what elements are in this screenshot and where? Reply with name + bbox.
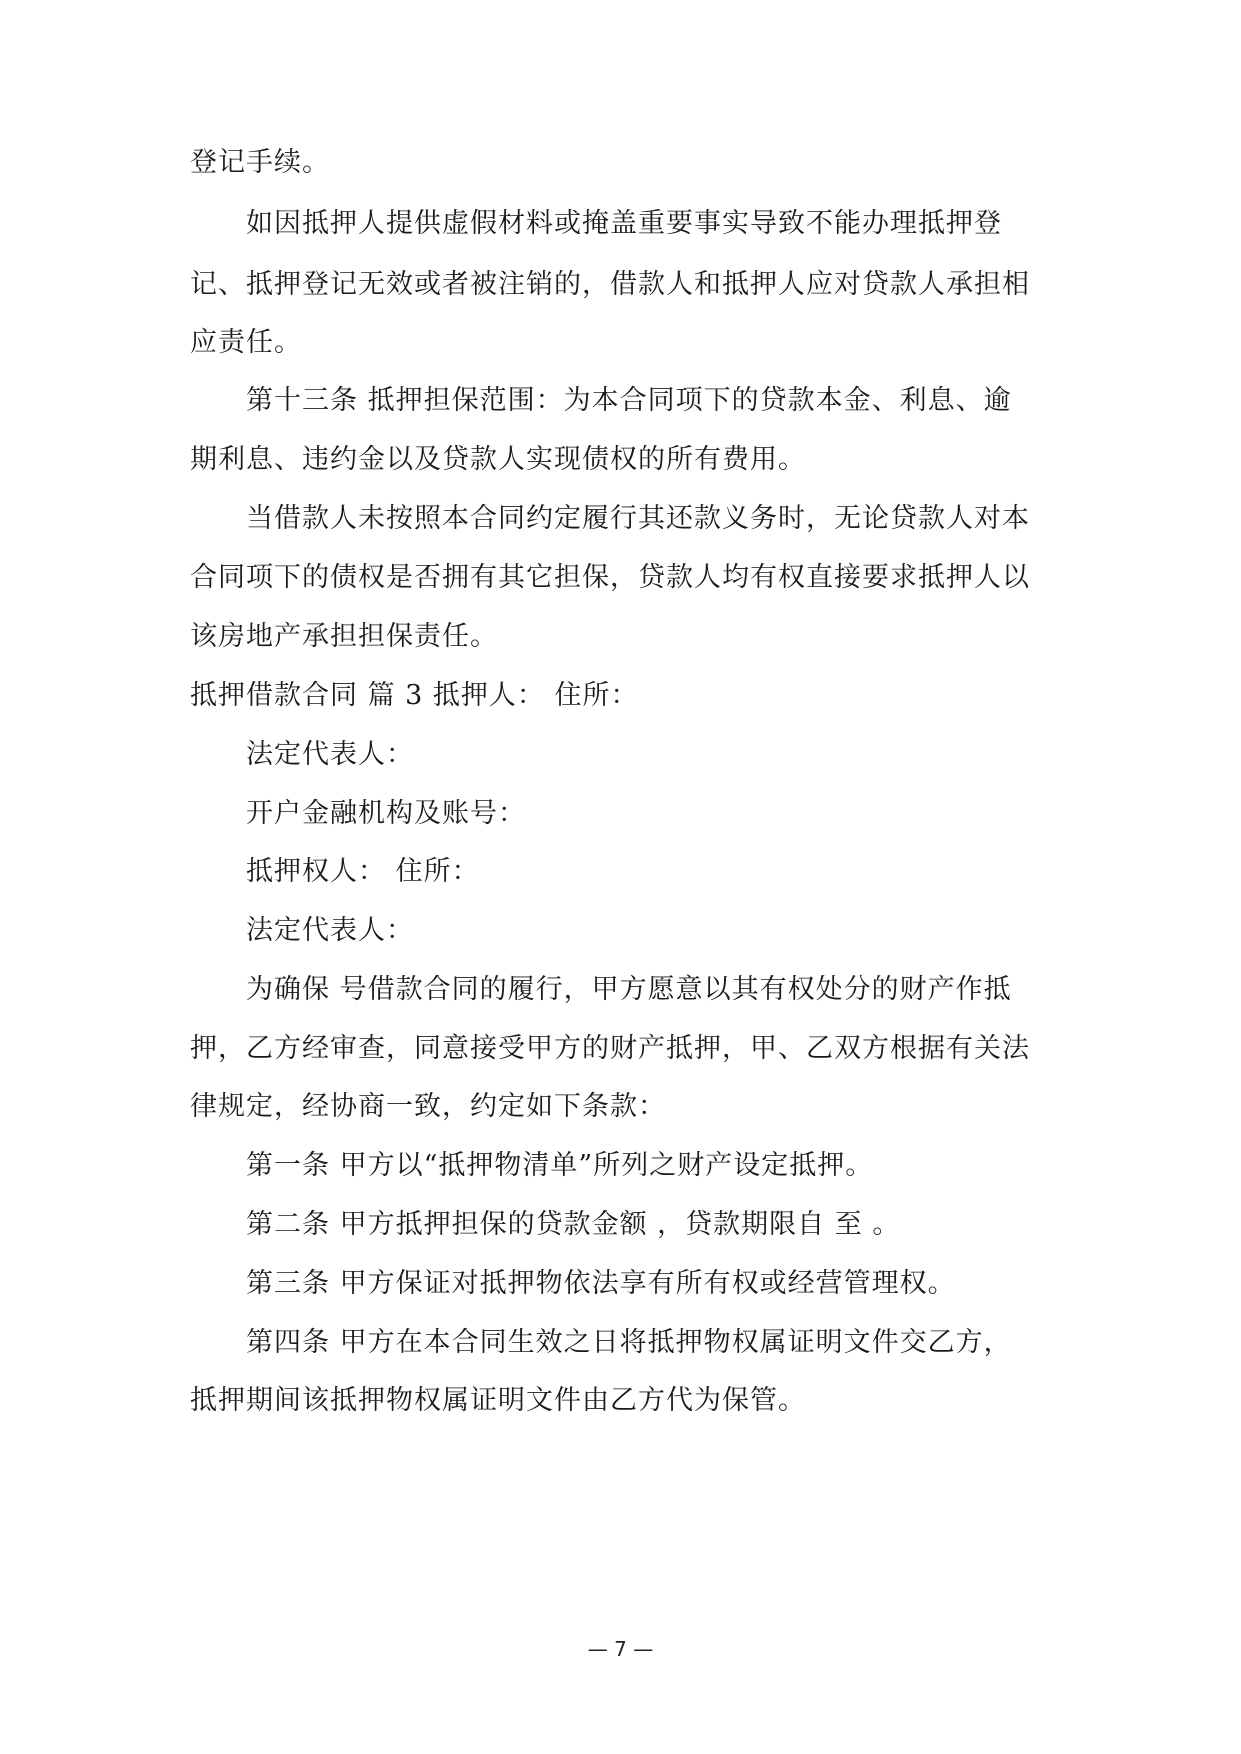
section-heading: 抵押借款合同 篇 3 抵押人： 住所： [190,680,639,711]
text-line: 应责任。 [190,327,302,358]
text-line: 第一条 甲方以“抵押物清单”所列之财产设定抵押。 [246,1150,874,1181]
text-line: 期利息、违约金以及贷款人实现债权的所有费用。 [190,444,806,475]
text-line: 如因抵押人提供虚假材料或掩盖重要事实导致不能办理抵押登 [246,208,1002,239]
text-line: 该房地产承担担保责任。 [190,621,498,652]
text-line: 第三条 甲方保证对抵押物依法享有所有权或经营管理权。 [246,1268,956,1299]
text-line: 当借款人未按照本合同约定履行其还款义务时，无论贷款人对本 [246,503,1030,534]
text-line: 法定代表人： [246,915,414,946]
text-line: 第二条 甲方抵押担保的贷款金额 ，贷款期限自 至 。 [246,1209,901,1240]
text-line: 第四条 甲方在本合同生效之日将抵押物权属证明文件交乙方， [246,1327,1012,1358]
text-line: 为确保 号借款合同的履行，甲方愿意以其有权处分的财产作抵 [246,974,1012,1005]
text-line: 开户金融机构及账号： [246,798,526,829]
text-line: 合同项下的债权是否拥有其它担保，贷款人均有权直接要求抵押人以 [190,562,1030,593]
text-line: 押，乙方经审查，同意接受甲方的财产抵押，甲、乙双方根据有关法 [190,1033,1030,1064]
text-line: 抵押期间该抵押物权属证明文件由乙方代为保管。 [190,1385,806,1416]
text-line: 法定代表人： [246,739,414,770]
text-line: 律规定，经协商一致，约定如下条款： [190,1091,666,1122]
text-line: 抵押权人： 住所： [246,856,480,887]
text-line: 第十三条 抵押担保范围：为本合同项下的贷款本金、利息、逾 [246,385,1012,416]
page-number: — 7 — [587,1637,654,1661]
text-line: 登记手续。 [190,147,330,178]
text-line: 记、抵押登记无效或者被注销的，借款人和抵押人应对贷款人承担相 [190,269,1030,300]
